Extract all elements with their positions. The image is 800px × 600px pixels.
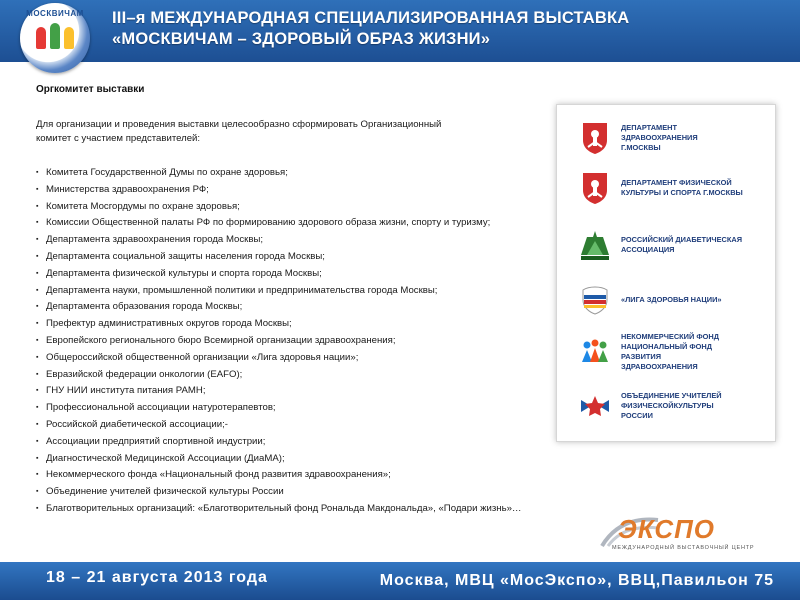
list-item: ▪ Российской диабетической ассоциации;-	[36, 417, 522, 434]
list-item: ▪ Департамента образования города Москвы;	[36, 299, 522, 316]
expo-logo-text: ЭКСПО	[618, 514, 716, 544]
moscow-coat-of-arms-icon	[577, 120, 613, 156]
org-item	[577, 169, 751, 207]
list-item: ▪ Департамента здравоохранения города Москвы;	[36, 232, 522, 249]
list-item: ▪ Ассоциации предприятий спортивной индустрии;	[36, 434, 522, 451]
figure-icon	[36, 27, 46, 49]
health-league-shield-icon	[577, 282, 613, 318]
org-item	[577, 333, 751, 371]
committee-list	[36, 165, 522, 518]
org-name: ОБЪЕДИНЕНИЕ УЧИТЕЛЕЙ ФИЗИЧЕСКОЙКУЛЬТУРЫ РОССИИ	[621, 391, 722, 420]
list-item: ▪ Комиссии Общественной палаты РФ по формированию здорового образа жизни, спорту и туризму;	[36, 215, 522, 232]
mosexpo-logo	[600, 514, 784, 552]
list-item: ▪ Некоммерческого фонда «Национальный фонд развития здравоохранения»;	[36, 467, 522, 484]
list-item: ▪ Комитета Государственной Думы по охране здоровья;	[36, 165, 522, 182]
list-item: ▪ Департамента науки, промышленной политики и предпринимательства города Москвы;	[36, 283, 522, 300]
section-title: Оргкомитет выставки	[36, 84, 145, 95]
org-item	[577, 226, 751, 264]
figure-icon	[50, 23, 60, 49]
org-name: ДЕПАРТАМЕНТ ЗДРАВООХРАНЕНИЯ Г.МОСКВЫ	[621, 123, 698, 152]
organizations-panel	[556, 104, 776, 442]
people-group-icon	[577, 334, 613, 370]
list-item: ▪ Объединение учителей физической культуры России	[36, 484, 522, 501]
org-name: НЕКОММЕРЧЕСКИЙ ФОНД НАЦИОНАЛЬНЫЙ ФОНД РАЗВИТИЯ ЗДРАВООХРАНЕНИЯ	[621, 332, 720, 371]
diabetes-association-emblem-icon	[577, 227, 613, 263]
footer-bar	[0, 562, 800, 600]
exhibition-logo	[20, 3, 90, 73]
title-line-1: III–я МЕЖДУНАРОДНАЯ СПЕЦИАЛИЗИРОВАННАЯ ВЫСТАВКА	[112, 9, 630, 27]
list-item: ▪ Министерства здравоохранения РФ;	[36, 182, 522, 199]
list-item: ▪ Департамента физической культуры и спорта города Москвы;	[36, 266, 522, 283]
intro-text: Для организации и проведения выставки целесообразно сформировать Организационный комитет с участием представителей:	[36, 119, 442, 144]
list-item: ▪ ГНУ НИИ института питания РАМН;	[36, 383, 522, 400]
header-bar	[0, 0, 800, 62]
teachers-union-star-icon	[577, 388, 613, 424]
org-item	[577, 281, 751, 319]
list-item: ▪ Департамента социальной защиты населения города Москвы;	[36, 249, 522, 266]
list-item: ▪ Благотворительных организаций: «Благотворительный фонд Рональда Макдональда», «Подари жизнь»…	[36, 501, 522, 518]
event-location: Москва, МВЦ «МосЭкспо», ВВЦ,Павильон 75	[379, 572, 774, 589]
list-item: ▪ Комитета Мосгордумы по охране здоровья;	[36, 199, 522, 216]
event-dates: 18 – 21 августа 2013 года	[46, 569, 268, 586]
list-item: ▪ Евразийской федерации онкологии (EAFO);	[36, 367, 522, 384]
org-name: ДЕПАРТАМЕНТ ФИЗИЧЕСКОЙ КУЛЬТУРЫ И СПОРТА Г.МОСКВЫ	[621, 178, 743, 197]
list-item: ▪ Префектур административных округов города Москвы;	[36, 316, 522, 333]
list-item: ▪ Профессиональной ассоциации натуротерапевтов;	[36, 400, 522, 417]
list-item: ▪ Общероссийской общественной организации «Лига здоровья нации»;	[36, 350, 522, 367]
list-item: ▪ Европейского регионального бюро Всемирной организации здравоохранения;	[36, 333, 522, 350]
org-item	[577, 387, 751, 425]
expo-logo-subtitle: МЕЖДУНАРОДНЫЙ ВЫСТАВОЧНЫЙ ЦЕНТР	[612, 545, 755, 551]
figure-icon	[64, 27, 74, 49]
moscow-coat-of-arms-icon	[577, 170, 613, 206]
org-name: РОССИЙСКИЙ ДИАБЕТИЧЕСКАЯ АССОЦИАЦИЯ	[621, 235, 743, 254]
logo-text: МОСКВИЧАМ	[26, 9, 84, 18]
org-item	[577, 119, 751, 157]
page-title	[112, 8, 629, 50]
title-line-2: «МОСКВИЧАМ – ЗДОРОВЫЙ ОБРАЗ ЖИЗНИ»	[112, 30, 491, 48]
list-item: ▪ Диагностической Медицинской Ассоциации (ДиаМА);	[36, 451, 522, 468]
org-name: «ЛИГА ЗДОРОВЬЯ НАЦИИ»	[621, 295, 722, 304]
